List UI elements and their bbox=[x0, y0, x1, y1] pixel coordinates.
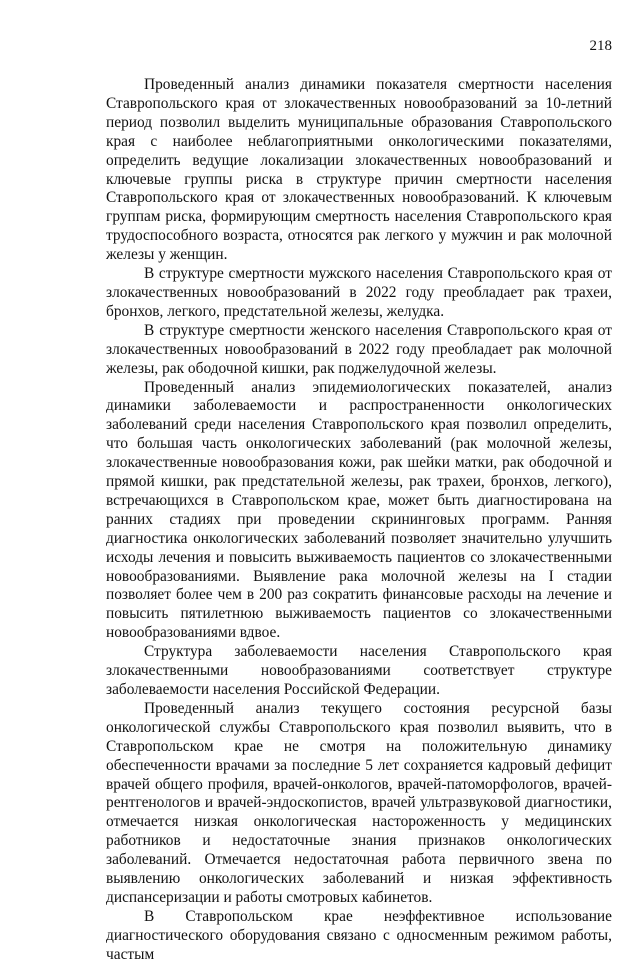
paragraph-resource-base: Проведенный анализ текущего состояния ресурсной базы онкологической службы Ставропольского края позволил выявить, что в Ставропольском крае не смотря на положительную динамику обеспеченности врачами за последние 5 лет сохраняется кадровый дефицит врачей общего профиля, врачей-онкологов, врачей-патоморфологов, врачей-рентгенологов и врачей-эндоскопистов, врачей ультразвуковой диагностики, отмечается низкая онкологическая настороженность у медицинских работников и недостаточные знания признаков онкологических заболеваний. Отмечается недостаточная работа первичного звена по выявлению онкологических заболеваний и низкая эффективность диспансеризации и работы смотровых кабинетов. bbox=[106, 699, 612, 906]
paragraph-epidemiology: Проведенный анализ эпидемиологических показателей, анализ динамики заболеваемости и распространенности онкологических заболеваний среди населения Ставропольского края позволил определить, что большая часть онкологических заболеваний (рак молочной железы, злокачественные новообразования кожи, рак шейки матки, рак ободочной и прямой кишки, рак предстательной железы, рак трахеи, бронхов, легкого), встречающихся в Ставропольском крае, может быть диагностирована на ранних стадиях при проведении скрининговых программ. Ранняя диагностика онкологических заболеваний позволяет значительно улучшить исходы лечения и повысить выживаемость пациентов со злокачественными новообразованиями. Выявление рака молочной железы на I стадии позволяет более чем в 200 раз сократить финансовые расходы на лечение и повысить пятилетнюю выживаемость пациентов со злокачественными новообразованиями вдвое. bbox=[106, 378, 612, 642]
paragraph-female-mortality: В структуре смертности женского населения Ставропольского края от злокачественных новообразований в 2022 году преобладает рак молочной железы, рак ободочной кишки, рак поджелудочной железы. bbox=[106, 321, 612, 377]
paragraph-mortality-analysis: Проведенный анализ динамики показателя смертности населения Ставропольского края от злокачественных новообразований за 10-летний период позволил выделить муниципальные образования Ставропольского края с наиболее неблагоприятными онкологическими показателями, определить ведущие локализации злокачественных новообразований и ключевые группы риска в структуре причин смертности населения Ставропольского края от злокачественных новообразований. К ключевым группам риска, формирующим смертность населения Ставропольского края трудоспособного возраста, относятся рак легкого у мужчин и рак молочной железы у женщин. bbox=[106, 76, 612, 264]
paragraph-incidence-structure: Структура заболеваемости населения Ставропольского края злокачественными новообразованиями соответствует структуре заболеваемости населения Российской Федерации. bbox=[106, 643, 612, 698]
paragraph-male-mortality: В структуре смертности мужского населения Ставропольского края от злокачественных новообразований в 2022 году преобладает рак трахеи, бронхов, легкого, предстательной железы, желудка. bbox=[106, 265, 612, 320]
page-number: 218 bbox=[589, 38, 612, 54]
body-text bbox=[106, 76, 612, 965]
paragraph-equipment: В Ставропольском крае неэффективное использование диагностического оборудования связано с односменным режимом работы, частым bbox=[106, 907, 612, 963]
